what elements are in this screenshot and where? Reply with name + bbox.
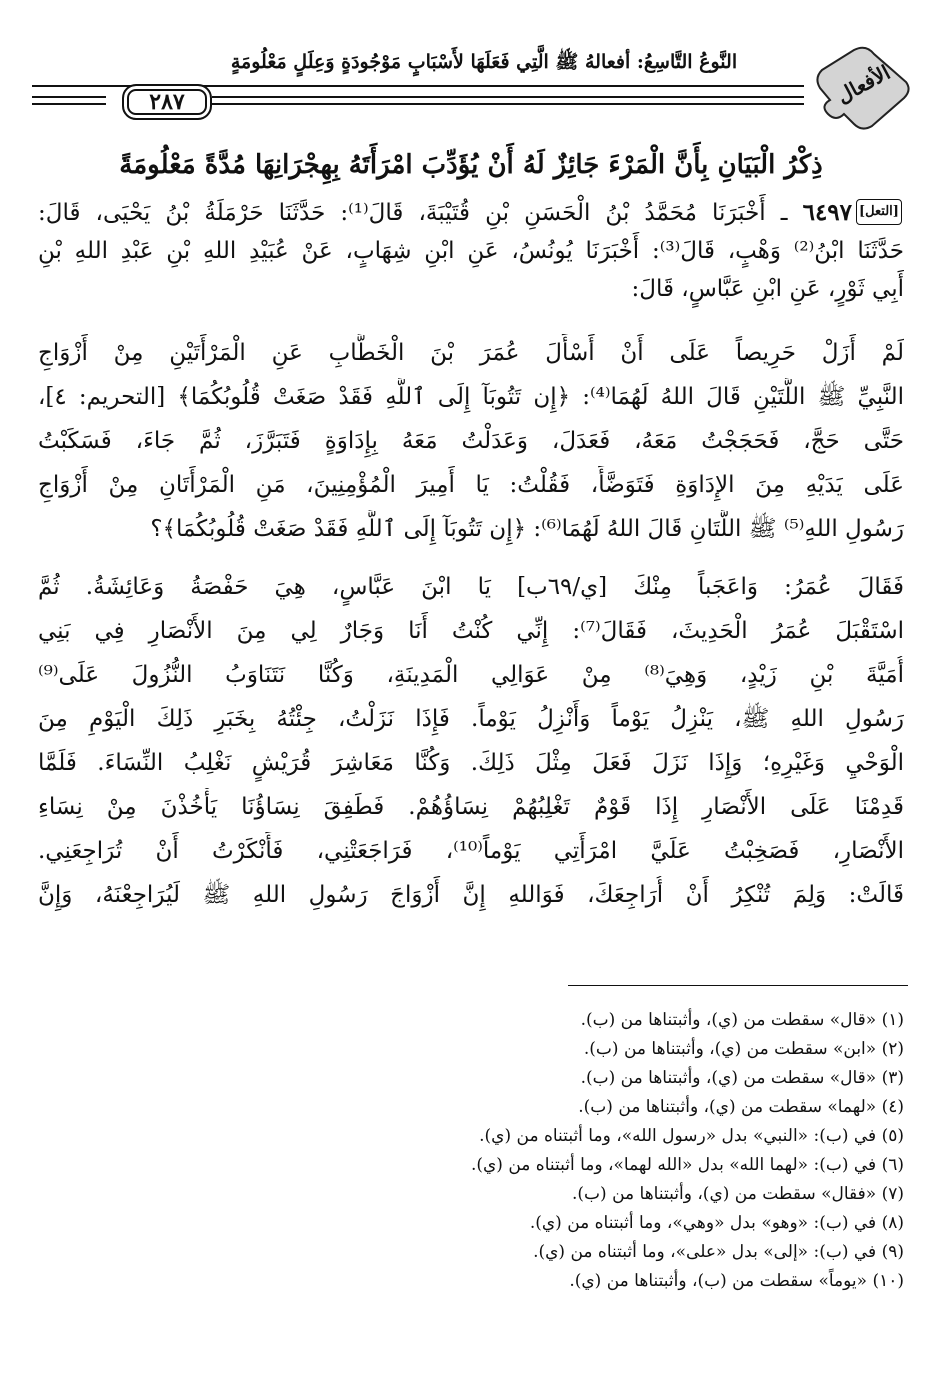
footnote: (١) «قال» سقطت من (ي)، وأثبتناها من (ب). — [580, 1010, 904, 1030]
text-line: عَلَى يَدَيْهِ مِنَ الإِدَاوَةِ فَتَوَضَّأَ، فَقُلْتُ: يَا أَمِيرَ الْمُؤْمِنِينَ، مَنِ الْمَرْأَتَانِ مِنْ أَزْوَاجِ — [38, 472, 904, 498]
text-line: حَتَّى حَجَّ، فَحَجَجْتُ مَعَهُ، فَعَدَلَ، وَعَدَلْتُ مَعَهُ بِإِدَاوَةٍ فَتَبَرَّزَ، ثُمَّ جَاءَ، فَسَكَبْتُ — [38, 428, 904, 454]
text-line: رَسُولِ اللهِ⁽⁵⁾ ﷺ اللَّتَانِ قَالَ اللهُ لَهُمَا⁽⁶⁾: ﴿إِن تَتُوبَآ إِلَى ٱللَّهِ فَقَدْ صَغَتْ قُلُوبُكُمَا﴾؟ — [150, 516, 904, 542]
header-rule-right — [212, 96, 804, 98]
footnote: (٥) في (ب): «النبي» بدل «رسول الله»، وما أثبتناه من (ي). — [479, 1126, 904, 1146]
section-heading: ذِكْرُ الْبَيَانِ بِأَنَّ الْمَرْءَ جَائِزٌ لَهُ أَنْ يُؤَدِّبَ امْرَأَتَهُ بِهِجْرَانِهَا مُدَّةً مَعْلُومَةً — [119, 150, 823, 180]
footnote: (٦) في (ب): «لهما الله» بدل «الله لهما»، وما أثبتناه من (ي). — [470, 1155, 904, 1175]
footnote: (٢) «ابن» سقطت من (ي)، وأثبتناها من (ب). — [583, 1039, 904, 1059]
text-line: فَقَالَ عُمَرُ: وَاعَجَباً مِنْكَ [ي/٦٩ب] يَا ابْنَ عَبَّاسٍ، هِيَ حَفْصَةُ وَعَائِشَةُ. ثُمَّ — [38, 574, 904, 600]
header-rule-right-2 — [212, 103, 804, 105]
text-line: رَسُولِ اللهِ ﷺ، يَنْزِلُ يَوْماً وَأَنْزِلُ يَوْماً. فَإِذَا نَزَلْتُ، جِئْتُهُ بِخَبَرِ ذَلِكَ الْيَوْمِ مِنَ — [38, 706, 904, 732]
footnote: (٧) «فقال» سقطت من (ي)، وأثبتناها من (ب). — [572, 1184, 904, 1204]
text-line: النَّبِيِّ ﷺ اللَّتَيْنِ قَالَ اللهُ لَهُمَا⁽⁴⁾: ﴿إِن تَتُوبَآ إِلَى ٱللَّهِ فَقَدْ صَغَتْ قُلُوبُكُمَا﴾ [التحريم: ٤]، — [38, 384, 904, 410]
text-line: قَدِمْنَا عَلَى الأَنْصَارِ إِذَا قَوْمٌ تَغْلِبُهُمْ نِسَاؤُهُمْ. فَطَفِقَ نِسَاؤُنَا يَأْخُذْنَ مِنْ نِسَاءِ — [38, 794, 904, 820]
header-rule-left — [32, 96, 106, 98]
page-number: ٢٨٧ — [122, 84, 212, 120]
text-line: حَدَّثَنَا ابْنُ⁽²⁾ وَهْبٍ، قَالَ⁽³⁾: أَخْبَرَنَا يُونُسُ، عَنِ ابْنِ شِهَابٍ، عَنْ عُبَيْدِ اللهِ بْنِ عَبْدِ اللهِ بْنِ — [38, 238, 904, 264]
text-line: الْوَحْيِ وَغَيْرِهِ؛ وَإِذَا نَزَلَ فَعَلَ مِثْلَ ذَلِكَ. وَكُنَّا مَعَاشِرَ قُرَيْشٍ نَغْلِبُ النِّسَاءَ. فَلَمَّا — [38, 750, 904, 776]
text-line: أُمَيَّةَ بْنِ زَيْدٍ، وَهِيَ⁽⁸⁾ مِنْ عَوَالِي الْمَدِينَةِ، وَكُنَّا نَتَنَاوَبُ النُّزُولَ عَلَى⁽⁹⁾ — [38, 662, 904, 688]
running-header: النَّوعُ التَّاسِعُ: أفعالهُ ﷺ الَّتِي فَعَلَهَا لأَسْبَابٍ مَوْجُودَةٍ وَعِلَلٍ مَعْلُومَةٍ — [230, 51, 738, 73]
text-line: أَبِي ثَوْرٍ، عَنِ ابْنِ عَبَّاسٍ، قَالَ: — [631, 276, 904, 302]
footnote: (١٠) «يوماً» سقطت من (ب)، وأثبتناها من (ي). — [569, 1271, 904, 1291]
hadith-number: ٦٤٩٧ — [802, 199, 852, 226]
text-line: قَالَتْ: وَلِمَ تُنْكِرُ أَنْ أُرَاجِعَكَ، فَوَاللهِ إِنَّ أَزْوَاجَ رَسُولِ اللهِ ﷺ لَيُرَاجِعْنَهُ، وَإِنَّ — [38, 882, 904, 908]
header-rule-left-2 — [32, 103, 106, 105]
footnote-rule — [568, 985, 908, 986]
footnote: (٩) في (ب): «إلى» بدل «على»، وما أثبتناه من (ي). — [533, 1242, 904, 1262]
text-line: لَمْ أَزَلْ حَرِيصاً عَلَى أَنْ أَسْأَلَ عُمَرَ بْنَ الْخَطَّابِ عَنِ الْمَرْأَتَيْنِ مِنْ أَزْوَاجِ — [38, 340, 904, 366]
text-line: ٦٤٩٧ ـ أَخْبَرَنَا مُحَمَّدُ بْنُ الْحَسَنِ بْنِ قُتَيْبَةَ، قَالَ⁽¹⁾: حَدَّثَنَا حَرْمَلَةُ بْنُ يَحْيَى، قَالَ: — [38, 199, 852, 226]
text-line: اسْتَقْبَلَ عُمَرُ الْحَدِيثَ، فَقَالَ⁽⁷⁾: إِنِّي كُنْتُ أَنَا وَجَارٌ لِي مِنَ الأَنْصَارِ فِي بَنِي — [38, 618, 904, 644]
footnote: (٨) في (ب): «وهو» بدل «وهي»، وما أثبتناه من (ي). — [529, 1213, 904, 1233]
margin-tag: [التعل] — [856, 199, 902, 225]
footnote: (٣) «قال» سقطت من (ي)، وأثبتناها من (ب). — [580, 1068, 904, 1088]
text-line: الأَنْصَارِ، فَصَخِبْتُ عَلَيَّ امْرَأَتِي يَوْماً⁽¹⁰⁾، فَرَاجَعَتْنِي، فَأَنْكَرْتُ أَنْ تُرَاجِعَنِي. — [38, 838, 904, 864]
chapter-badge-label: الأفعال — [832, 60, 895, 108]
footnote: (٤) «لهما» سقطت من (ي)، وأثبتناها من (ب). — [578, 1097, 904, 1117]
